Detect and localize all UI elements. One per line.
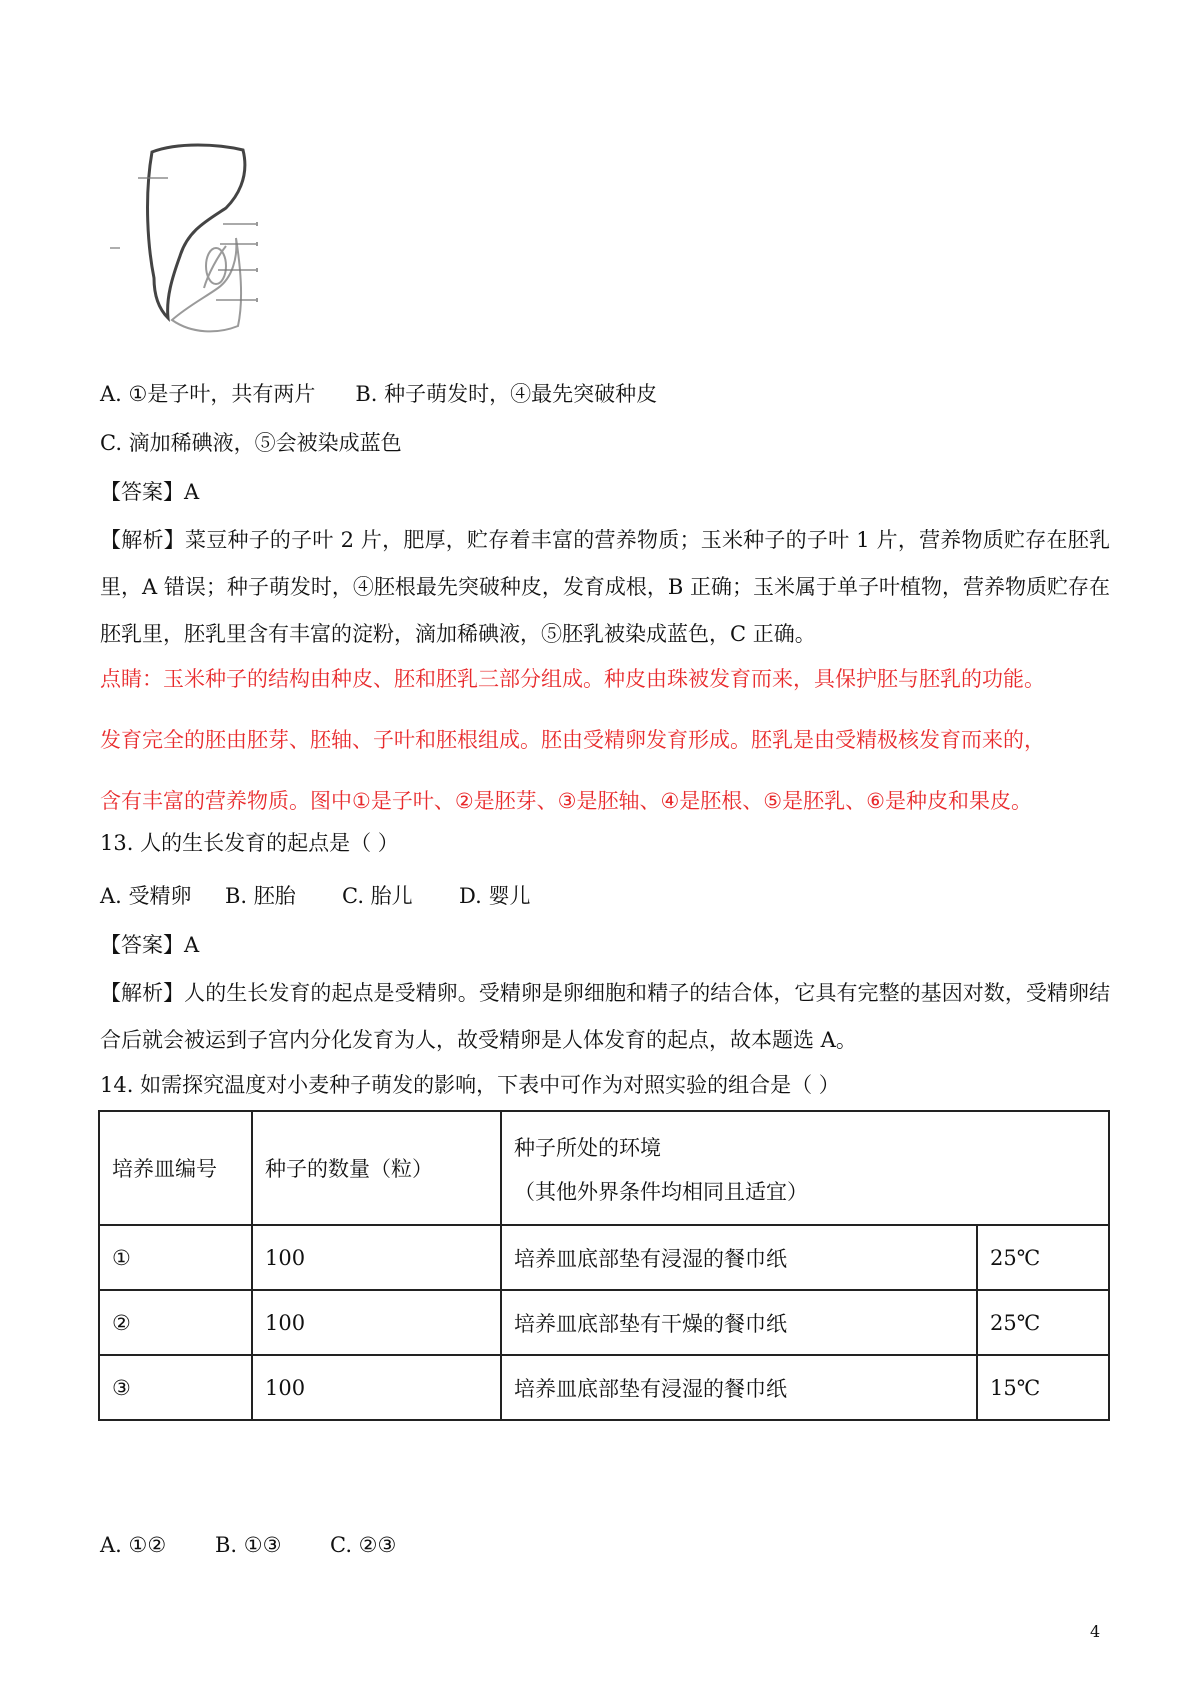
q14-question: 14. 如需探究温度对小麦种子萌发的影响，下表中可作为对照实验的组合是（ ） xyxy=(100,1073,840,1097)
table-cell: 15℃ xyxy=(977,1355,1109,1420)
table-cell: 100 xyxy=(252,1355,501,1420)
corn-seed-diagram xyxy=(108,138,288,360)
q14-option-a: A. ①② xyxy=(100,1533,167,1557)
table-header-cell: 培养皿编号 xyxy=(99,1111,252,1225)
label-ticks xyxy=(256,222,258,302)
q12-note-line-2: 发育完全的胚由胚芽、胚轴、子叶和胚根组成。胚由受精卵发育形成。胚乳是由受精极核发育而来的， xyxy=(100,728,1045,752)
q13-analysis: 【解析】人的生长发育的起点是受精卵。受精卵是卵细胞和精子的结合体，它具有完整的基因对数，受精卵结合后就会被运到子宫内分化发育为人，故受精卵是人体发育的起点，故本题选 A。 xyxy=(100,981,1110,1052)
q14-options xyxy=(100,1530,396,1560)
table-cell: 25℃ xyxy=(977,1225,1109,1290)
q14-option-b: B. ①③ xyxy=(215,1533,282,1557)
table-header-cell xyxy=(501,1111,1109,1225)
table-cell: 培养皿底部垫有浸湿的餐巾纸 xyxy=(501,1355,977,1420)
table-cell: ② xyxy=(99,1290,252,1355)
table-cell: ① xyxy=(99,1225,252,1290)
q12-analysis: 【解析】菜豆种子的子叶 2 片，肥厚，贮存着丰富的营养物质；玉米种子的子叶 1 片，营养物质贮存在胚乳里，A 错误；种子萌发时，④胚根最先突破种皮，发育成根，B 正确；玉米属于单子叶植物，营养物质贮存在胚乳里，胚乳里含有丰富的淀粉，滴加稀碘液，⑤胚乳被染成蓝色，C 正确。 xyxy=(100,528,1110,646)
q13-question: 13. 人的生长发育的起点是（ ） xyxy=(100,831,399,855)
table-row xyxy=(99,1290,1109,1355)
table-row xyxy=(99,1225,1109,1290)
table-cell: 培养皿底部垫有干燥的餐巾纸 xyxy=(501,1290,977,1355)
table-cell: 100 xyxy=(252,1225,501,1290)
q12-options-row-2 xyxy=(100,428,402,458)
q14-option-c: C. ②③ xyxy=(330,1533,397,1557)
q13-options xyxy=(100,881,530,911)
table-cell: 25℃ xyxy=(977,1290,1109,1355)
q12-option-a: A. ①是子叶，共有两片 xyxy=(100,382,316,406)
q12-note-line-3: 含有丰富的营养物质。图中①是子叶、②是胚芽、③是胚轴、④是胚根、⑤是胚乳、⑥是种皮和果皮。 xyxy=(100,789,1032,813)
q12-answer: 【答案】A xyxy=(100,480,200,504)
q13-option-a: A. 受精卵 xyxy=(100,884,192,908)
table-cell: 培养皿底部垫有浸湿的餐巾纸 xyxy=(501,1225,977,1290)
q12-option-c: C. 滴加稀碘液，⑤会被染成蓝色 xyxy=(100,431,402,455)
q13-answer: 【答案】A xyxy=(100,933,200,957)
experiment-table xyxy=(98,1110,1110,1421)
table-cell: ③ xyxy=(99,1355,252,1420)
page-number: 4 xyxy=(1090,1622,1101,1641)
table-row xyxy=(99,1355,1109,1420)
q13-option-d: D. 婴儿 xyxy=(459,884,531,908)
table-header-env: 种子所处的环境 xyxy=(514,1136,661,1160)
q13-option-c: C. 胎儿 xyxy=(342,884,413,908)
table-header-row xyxy=(99,1111,1109,1225)
table-header-cell: 种子的数量（粒） xyxy=(252,1111,501,1225)
table-cell: 100 xyxy=(252,1290,501,1355)
seed-outline xyxy=(148,145,245,318)
q12-note-line-1: 点睛：玉米种子的结构由种皮、胚和胚乳三部分组成。种皮由珠被发育而来，具保护胚与胚乳的功能。 xyxy=(100,667,1045,691)
q12-options-row-1 xyxy=(100,379,657,409)
table-header-env-note: （其他外界条件均相同且适宜） xyxy=(514,1180,808,1204)
q13-option-b: B. 胚胎 xyxy=(225,884,296,908)
q12-option-b: B. 种子萌发时，④最先突破种皮 xyxy=(355,382,658,406)
